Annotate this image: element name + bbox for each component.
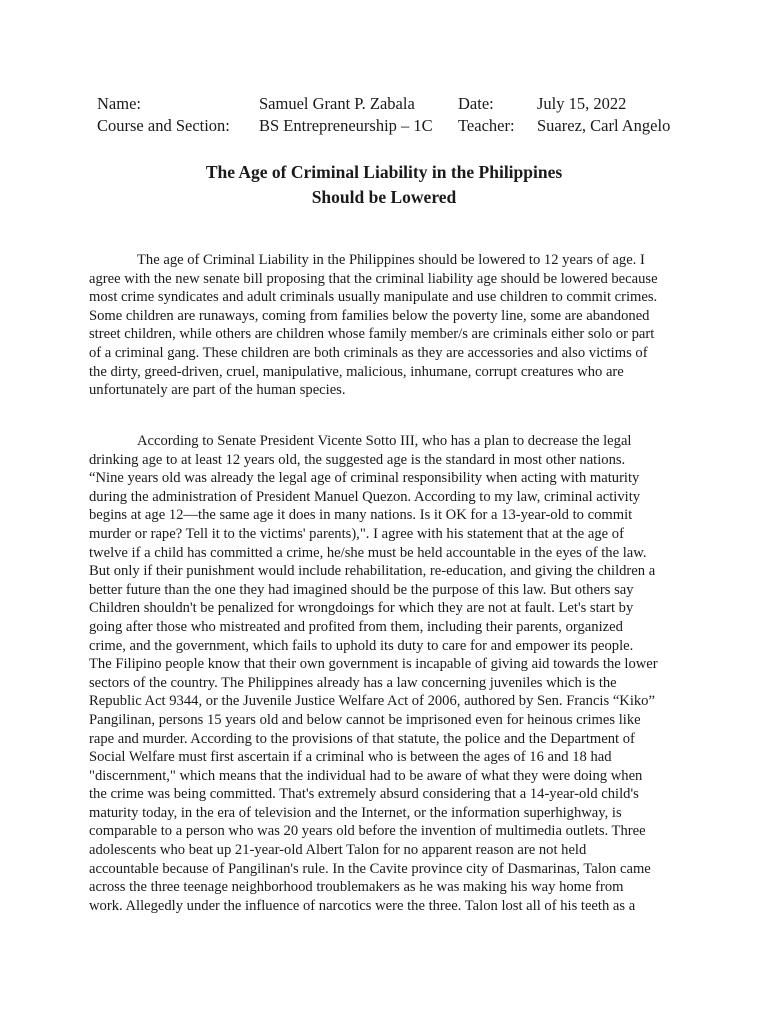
course-value: BS Entrepreneurship – 1C bbox=[259, 116, 433, 135]
paragraph-line: across the three teenage neighborhood troublemakers as he was making his way home from bbox=[89, 879, 624, 896]
paragraph-line: adolescents who beat up 21-year-old Albert Talon for no apparent reason are not held bbox=[89, 842, 587, 859]
course-label: Course and Section: bbox=[97, 116, 230, 135]
teacher-label: Teacher: bbox=[458, 116, 515, 135]
paragraph-line: of a criminal gang. These children are both criminals as they are accessories and also victims of bbox=[89, 344, 648, 361]
paragraph-line: drinking age to at least 12 years old, the suggested age is the standard in most other nations. bbox=[89, 451, 626, 468]
name-label: Name: bbox=[97, 94, 141, 113]
name-value: Samuel Grant P. Zabala bbox=[259, 94, 415, 113]
date-value: July 15, 2022 bbox=[537, 94, 627, 113]
paragraph-line: crime, and the government, which fails to uphold its duty to care for and empower its people. bbox=[89, 637, 634, 654]
paragraph-line: maturity today, in the era of television and the Internet, or the information superhighway, is bbox=[89, 804, 622, 821]
paragraph-line: twelve if a child has committed a crime, he/she must be held accountable in the eyes of the law. bbox=[89, 544, 647, 561]
paragraph-line: “Nine years old was already the legal age of criminal responsibility when acting with maturity bbox=[89, 470, 640, 487]
paragraph-line: Pangilinan, persons 15 years old and below cannot be imprisoned even for heinous crimes like bbox=[89, 711, 641, 728]
paragraph-line: during the administration of President Manuel Quezon. According to my law, criminal activity bbox=[89, 488, 641, 505]
paragraph-line: begins at age 12—the same age it does in many nations. Is it OK for a 13-year-old to commit bbox=[89, 507, 633, 524]
paragraph-line: going after those who mistreated and profited from them, including their parents, organized bbox=[89, 618, 623, 635]
paragraph-line: the dirty, greed-driven, cruel, manipulative, malicious, inhumane, corrupt creatures who are bbox=[89, 363, 624, 380]
paragraph-1 bbox=[89, 251, 689, 400]
paragraph-line: Some children are runaways, coming from families below the poverty line, some are abandoned bbox=[89, 307, 650, 324]
paragraph-line: better future than the one they had imagined should be the purpose of this law. But others say bbox=[89, 581, 634, 598]
paragraph-line: murder or rape? Tell it to the victims' parents),". I agree with his statement that at the age of bbox=[89, 525, 624, 542]
teacher-value: Suarez, Carl Angelo bbox=[537, 116, 671, 135]
paragraph-line: agree with the new senate bill proposing that the criminal liability age should be lowered because bbox=[89, 270, 658, 287]
paragraph-line: "discernment," which means that the individual had to be aware of what they were doing when bbox=[89, 767, 643, 784]
paragraph-line: most crime syndicates and adult criminals usually manipulate and use children to commit crimes. bbox=[89, 289, 658, 306]
paragraph-line: accountable because of Pangilinan's rule. In the Cavite province city of Dasmarinas, Talon came bbox=[89, 860, 651, 877]
date-label: Date: bbox=[458, 94, 494, 113]
paragraph-2 bbox=[89, 432, 689, 915]
paragraph-line: Republic Act 9344, or the Juvenile Justice Welfare Act of 2006, authored by Sen. Francis “Kiko” bbox=[89, 693, 655, 710]
paragraph-line: According to Senate President Vicente Sotto III, who has a plan to decrease the legal bbox=[137, 433, 632, 449]
paragraph-line: rape and murder. According to the provisions of that statute, the police and the Department of bbox=[89, 730, 635, 747]
document-title-line-1: The Age of Criminal Liability in the Philippines bbox=[205, 162, 563, 182]
paragraph-line: sectors of the country. The Philippines already has a law concerning juveniles which is the bbox=[89, 674, 617, 691]
paragraph-line: Social Welfare must first ascertain if a criminal who is between the ages of 16 and 18 had bbox=[89, 749, 612, 766]
paragraph-line: work. Allegedly under the influence of narcotics were the three. Talon lost all of his teeth as a bbox=[89, 897, 636, 914]
document-title-line-2: Should be Lowered bbox=[311, 187, 457, 207]
paragraph-line: But only if their punishment would include rehabilitation, re-education, and giving the children a bbox=[89, 563, 656, 580]
paragraph-line: comparable to a person who was 20 years old before the invention of multimedia outlets. Three bbox=[89, 823, 646, 840]
paragraph-line: The Filipino people know that their own government is incapable of giving aid towards the lower bbox=[89, 656, 658, 673]
paragraph-line: unfortunately are part of the human species. bbox=[89, 382, 346, 399]
paragraph-line: Children shouldn't be penalized for wrongdoings for which they are not at fault. Let's start by bbox=[89, 600, 634, 617]
paragraph-line: street children, while others are children whose family member/s are criminals either solo or part bbox=[89, 326, 655, 343]
paragraph-line: The age of Criminal Liability in the Philippines should be lowered to 12 years of age. I bbox=[137, 252, 645, 268]
paragraph-line: the crime was being committed. That's extremely absurd considering that a 14-year-old child's bbox=[89, 786, 639, 803]
